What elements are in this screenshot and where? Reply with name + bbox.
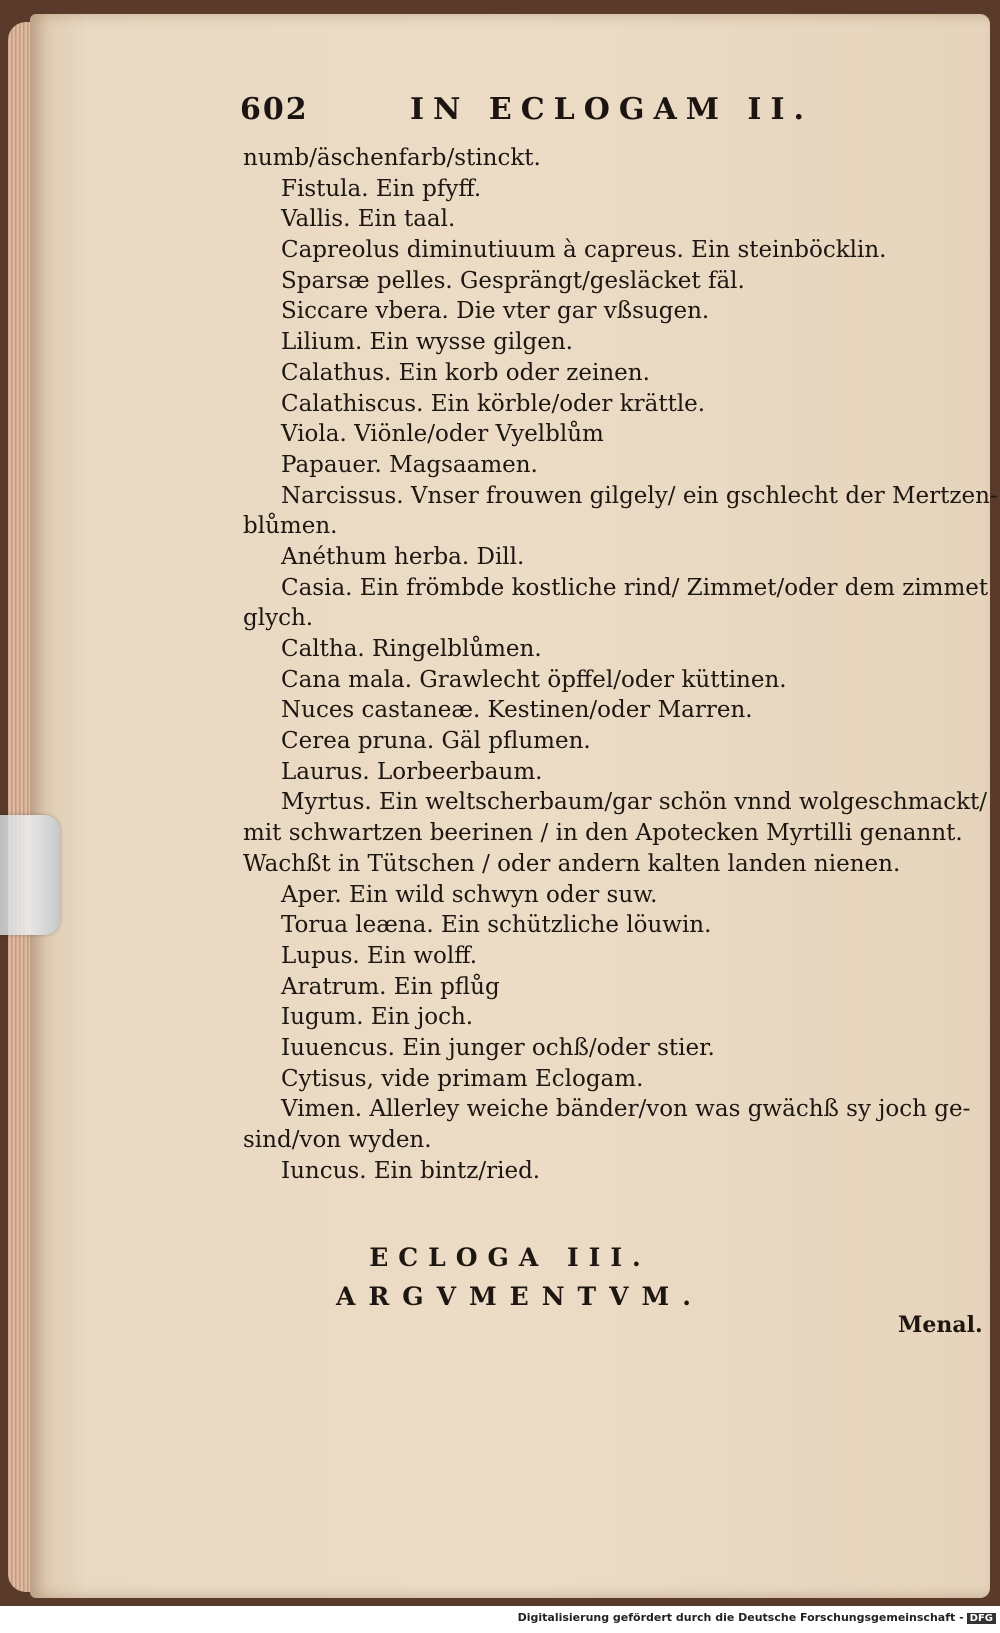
text-line: Fistula. Ein pfyff.: [281, 175, 482, 202]
text-line: Cytisus, vide primam Eclogam.: [281, 1065, 644, 1092]
text-line: Anéthum herba. Dill.: [281, 543, 525, 570]
text-line: Narcissus. Vnser frouwen gilgely/ ein gschlecht der Mertzen-: [281, 482, 998, 509]
catchword: Menal.: [898, 1312, 983, 1338]
section-heading: ECLOGA III.: [369, 1243, 651, 1272]
text-line: Torua leæna. Ein schützliche löuwin.: [281, 912, 712, 939]
text-line: Viola. Viönle/oder Vyelblům: [281, 421, 604, 448]
text-line: mit schwartzen beerinen / in den Apotecken Myrtilli genannt.: [243, 820, 963, 847]
text-line: Iugum. Ein joch.: [281, 1004, 474, 1031]
text-line: Vallis. Ein taal.: [281, 206, 456, 233]
glossary-text: [243, 143, 998, 1186]
text-line: Capreolus diminutiuum à capreus. Ein steinböcklin.: [281, 237, 887, 264]
text-line: Calathus. Ein korb oder zeinen.: [281, 359, 650, 386]
text-line: Siccare vbera. Die vter gar vßsugen.: [281, 298, 710, 325]
section-subheading: ARGVMENTVM.: [336, 1282, 704, 1311]
text-line: Aper. Ein wild schwyn oder suw.: [281, 881, 658, 908]
running-title: IN ECLOGAM II.: [410, 92, 813, 127]
text-line: Sparsæ pelles. Gesprängt/gesläcket fäl.: [281, 267, 745, 294]
page-number: 602: [240, 92, 309, 127]
text-line: Vimen. Allerley weiche bänder/von was gwächß sy joch ge-: [281, 1096, 971, 1123]
text-line: Laurus. Lorbeerbaum.: [281, 758, 543, 785]
text-line: Lilium. Ein wysse gilgen.: [281, 329, 573, 356]
page-clip: [0, 815, 60, 935]
text-line: Wachßt in Tütschen / oder andern kalten landen nienen.: [243, 850, 901, 877]
text-line: Iuuencus. Ein junger ochß/oder stier.: [281, 1034, 715, 1061]
page-header: [240, 92, 860, 136]
text-line: Calathiscus. Ein körble/oder krättle.: [281, 390, 706, 417]
digitization-footer: [518, 1611, 996, 1624]
text-line: Cana mala. Grawlecht öpffel/oder küttinen.: [281, 666, 787, 693]
text-line: glych.: [243, 605, 314, 632]
text-line: Lupus. Ein wolff.: [281, 942, 478, 969]
footer-text: Digitalisierung gefördert durch die Deutsche Forschungsgemeinschaft -: [517, 1611, 964, 1624]
text-line: numb/äschenfarb/stinckt.: [243, 145, 541, 171]
text-line: Casia. Ein frömbde kostliche rind/ Zimmet/oder dem zimmet: [281, 574, 989, 601]
text-line: Cerea pruna. Gäl pflumen.: [281, 728, 591, 755]
text-line: Caltha. Ringelblůmen.: [281, 636, 542, 662]
text-line: Aratrum. Ein pflůg: [281, 973, 500, 1000]
text-line: Myrtus. Ein weltscherbaum/gar schön vnnd wolgeschmackt/: [281, 789, 988, 816]
text-line: sind/von wyden.: [243, 1127, 432, 1153]
text-line: Nuces castaneæ. Kestinen/oder Marren.: [281, 697, 753, 724]
dfg-logo: DFG: [967, 1613, 996, 1624]
text-line: Papauer. Magsaamen.: [281, 451, 538, 478]
text-line: blůmen.: [243, 513, 338, 540]
text-line: Iuncus. Ein bintz/ried.: [281, 1157, 541, 1184]
